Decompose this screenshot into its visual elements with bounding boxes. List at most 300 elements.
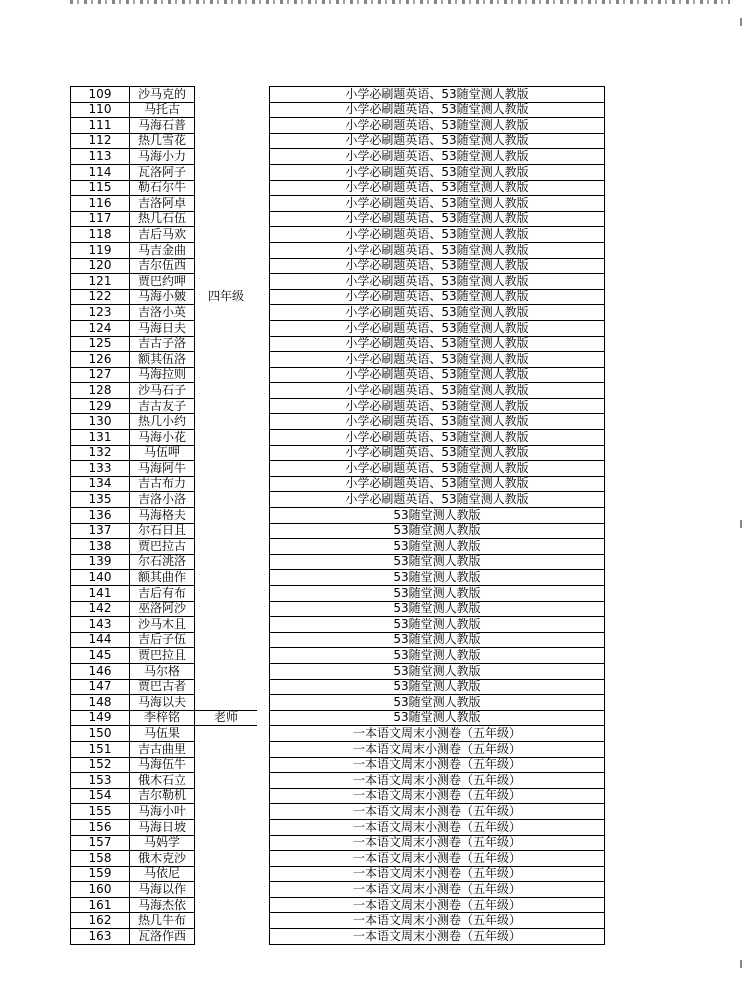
book-title: 53随堂测人教版 bbox=[270, 586, 605, 602]
student-name: 俄木克沙 bbox=[130, 851, 195, 867]
group-cell bbox=[195, 320, 258, 336]
row-number: 137 bbox=[71, 523, 130, 539]
row-number: 135 bbox=[71, 492, 130, 508]
table-row bbox=[71, 383, 605, 399]
table-row bbox=[71, 851, 605, 867]
student-name: 吉古友子 bbox=[130, 398, 195, 414]
student-name: 吉古子洛 bbox=[130, 336, 195, 352]
student-name: 马海日夫 bbox=[130, 320, 195, 336]
spacer-cell bbox=[257, 133, 270, 149]
book-title: 53随堂测人教版 bbox=[270, 601, 605, 617]
book-title: 53随堂测人教版 bbox=[270, 679, 605, 695]
book-title: 小学必刷题英语、53随堂测人教版 bbox=[270, 461, 605, 477]
book-title: 一本语文周末小测卷（五年级） bbox=[270, 851, 605, 867]
row-number: 110 bbox=[71, 102, 130, 118]
student-name: 吉古布力 bbox=[130, 476, 195, 492]
spacer-cell bbox=[257, 118, 270, 134]
row-number: 116 bbox=[71, 196, 130, 212]
spacer-cell bbox=[257, 196, 270, 212]
table-row bbox=[71, 648, 605, 664]
group-cell bbox=[195, 476, 258, 492]
table-row bbox=[71, 508, 605, 524]
book-title: 一本语文周末小测卷（五年级） bbox=[270, 913, 605, 929]
spacer-cell bbox=[257, 586, 270, 602]
spacer-cell bbox=[257, 804, 270, 820]
book-title: 53随堂测人教版 bbox=[270, 539, 605, 555]
row-number: 126 bbox=[71, 352, 130, 368]
table-row bbox=[71, 476, 605, 492]
row-number: 160 bbox=[71, 882, 130, 898]
group-cell bbox=[195, 648, 258, 664]
spacer-cell bbox=[257, 897, 270, 913]
group-cell bbox=[195, 149, 258, 165]
group-cell bbox=[195, 196, 258, 212]
row-number: 125 bbox=[71, 336, 130, 352]
table-row bbox=[71, 632, 605, 648]
student-name: 吉洛小英 bbox=[130, 305, 195, 321]
row-number: 131 bbox=[71, 430, 130, 446]
spacer-cell bbox=[257, 430, 270, 446]
group-cell bbox=[195, 492, 258, 508]
book-title: 一本语文周末小测卷（五年级） bbox=[270, 929, 605, 945]
book-title: 小学必刷题英语、53随堂测人教版 bbox=[270, 336, 605, 352]
row-number: 152 bbox=[71, 757, 130, 773]
book-title: 小学必刷题英语、53随堂测人教版 bbox=[270, 492, 605, 508]
group-cell bbox=[195, 632, 258, 648]
spacer-cell bbox=[257, 492, 270, 508]
group-cell bbox=[195, 835, 258, 851]
table-row bbox=[71, 149, 605, 165]
row-number: 119 bbox=[71, 242, 130, 258]
row-number: 122 bbox=[71, 289, 130, 305]
group-cell bbox=[195, 118, 258, 134]
spacer-cell bbox=[257, 695, 270, 711]
group-cell bbox=[195, 227, 258, 243]
margin-mark bbox=[740, 18, 742, 26]
spacer-cell bbox=[257, 87, 270, 103]
book-title: 小学必刷题英语、53随堂测人教版 bbox=[270, 196, 605, 212]
book-title: 一本语文周末小测卷（五年级） bbox=[270, 835, 605, 851]
table-row bbox=[71, 539, 605, 555]
table-row bbox=[71, 913, 605, 929]
row-number: 113 bbox=[71, 149, 130, 165]
student-name: 吉后子伍 bbox=[130, 632, 195, 648]
table-row bbox=[71, 445, 605, 461]
student-name: 贾巴拉古 bbox=[130, 539, 195, 555]
spacer-cell bbox=[257, 445, 270, 461]
book-title: 小学必刷题英语、53随堂测人教版 bbox=[270, 305, 605, 321]
spacer-cell bbox=[257, 305, 270, 321]
student-name: 马海以作 bbox=[130, 882, 195, 898]
student-name: 瓦洛作西 bbox=[130, 929, 195, 945]
table-row bbox=[71, 196, 605, 212]
group-cell bbox=[195, 336, 258, 352]
group-cell bbox=[195, 102, 258, 118]
group-cell bbox=[195, 367, 258, 383]
book-title: 53随堂测人教版 bbox=[270, 508, 605, 524]
table-row bbox=[71, 305, 605, 321]
scan-edge-artifact bbox=[70, 0, 730, 4]
row-number: 132 bbox=[71, 445, 130, 461]
spacer-cell bbox=[257, 242, 270, 258]
student-name: 吉尔伍西 bbox=[130, 258, 195, 274]
spacer-cell bbox=[257, 663, 270, 679]
table-body bbox=[71, 87, 605, 945]
book-title: 53随堂测人教版 bbox=[270, 663, 605, 679]
spacer-cell bbox=[257, 211, 270, 227]
row-number: 128 bbox=[71, 383, 130, 399]
table-row bbox=[71, 601, 605, 617]
spacer-cell bbox=[257, 336, 270, 352]
book-title: 小学必刷题英语、53随堂测人教版 bbox=[270, 211, 605, 227]
row-number: 148 bbox=[71, 695, 130, 711]
row-number: 136 bbox=[71, 508, 130, 524]
book-title: 小学必刷题英语、53随堂测人教版 bbox=[270, 274, 605, 290]
row-number: 147 bbox=[71, 679, 130, 695]
spacer-cell bbox=[257, 570, 270, 586]
row-number: 121 bbox=[71, 274, 130, 290]
table-row bbox=[71, 586, 605, 602]
book-title: 小学必刷题英语、53随堂测人教版 bbox=[270, 180, 605, 196]
student-name: 俄木石立 bbox=[130, 773, 195, 789]
spacer-cell bbox=[257, 414, 270, 430]
book-title: 小学必刷题英语、53随堂测人教版 bbox=[270, 430, 605, 446]
row-number: 141 bbox=[71, 586, 130, 602]
margin-mark bbox=[740, 960, 742, 968]
book-title: 小学必刷题英语、53随堂测人教版 bbox=[270, 398, 605, 414]
row-number: 157 bbox=[71, 835, 130, 851]
spacer-cell bbox=[257, 679, 270, 695]
spacer-cell bbox=[257, 461, 270, 477]
spacer-cell bbox=[257, 788, 270, 804]
table-row bbox=[71, 773, 605, 789]
student-name: 热几小约 bbox=[130, 414, 195, 430]
student-name: 吉后马欢 bbox=[130, 227, 195, 243]
group-cell bbox=[195, 726, 258, 742]
book-title: 小学必刷题英语、53随堂测人教版 bbox=[270, 445, 605, 461]
row-number: 120 bbox=[71, 258, 130, 274]
book-distribution-table bbox=[70, 86, 605, 945]
table-row bbox=[71, 398, 605, 414]
book-title: 53随堂测人教版 bbox=[270, 554, 605, 570]
spacer-cell bbox=[257, 882, 270, 898]
group-cell bbox=[195, 414, 258, 430]
book-title: 一本语文周末小测卷（五年级） bbox=[270, 882, 605, 898]
student-name: 贾巴古者 bbox=[130, 679, 195, 695]
spacer-cell bbox=[257, 835, 270, 851]
book-title: 小学必刷题英语、53随堂测人教版 bbox=[270, 133, 605, 149]
row-number: 112 bbox=[71, 133, 130, 149]
book-title: 小学必刷题英语、53随堂测人教版 bbox=[270, 227, 605, 243]
group-cell bbox=[195, 430, 258, 446]
book-title: 小学必刷题英语、53随堂测人教版 bbox=[270, 118, 605, 134]
row-number: 162 bbox=[71, 913, 130, 929]
row-number: 154 bbox=[71, 788, 130, 804]
table-row bbox=[71, 414, 605, 430]
row-number: 144 bbox=[71, 632, 130, 648]
table-row bbox=[71, 788, 605, 804]
book-title: 一本语文周末小测卷（五年级） bbox=[270, 726, 605, 742]
student-name: 马海小力 bbox=[130, 149, 195, 165]
spacer-cell bbox=[257, 352, 270, 368]
table-row bbox=[71, 695, 605, 711]
table-row bbox=[71, 835, 605, 851]
book-title: 一本语文周末小测卷（五年级） bbox=[270, 819, 605, 835]
row-number: 109 bbox=[71, 87, 130, 103]
group-cell bbox=[195, 882, 258, 898]
group-cell bbox=[195, 617, 258, 633]
book-title: 小学必刷题英语、53随堂测人教版 bbox=[270, 320, 605, 336]
book-title: 小学必刷题英语、53随堂测人教版 bbox=[270, 102, 605, 118]
table-row bbox=[71, 87, 605, 103]
row-number: 156 bbox=[71, 819, 130, 835]
group-cell bbox=[195, 508, 258, 524]
student-name: 吉洛阿卓 bbox=[130, 196, 195, 212]
row-number: 159 bbox=[71, 866, 130, 882]
spacer-cell bbox=[257, 819, 270, 835]
spacer-cell bbox=[257, 102, 270, 118]
book-title: 一本语文周末小测卷（五年级） bbox=[270, 804, 605, 820]
row-number: 161 bbox=[71, 897, 130, 913]
row-number: 127 bbox=[71, 367, 130, 383]
spacer-cell bbox=[257, 617, 270, 633]
student-name: 沙马木且 bbox=[130, 617, 195, 633]
spacer-cell bbox=[257, 320, 270, 336]
spacer-cell bbox=[257, 523, 270, 539]
row-number: 138 bbox=[71, 539, 130, 555]
table-row bbox=[71, 118, 605, 134]
student-name: 巫洛阿沙 bbox=[130, 601, 195, 617]
row-number: 115 bbox=[71, 180, 130, 196]
table-row bbox=[71, 663, 605, 679]
group-cell bbox=[195, 211, 258, 227]
group-cell bbox=[195, 663, 258, 679]
row-number: 140 bbox=[71, 570, 130, 586]
student-name: 马海格夫 bbox=[130, 508, 195, 524]
book-title: 一本语文周末小测卷（五年级） bbox=[270, 757, 605, 773]
student-name: 马伍呷 bbox=[130, 445, 195, 461]
row-number: 155 bbox=[71, 804, 130, 820]
table-row bbox=[71, 882, 605, 898]
row-number: 114 bbox=[71, 164, 130, 180]
group-cell bbox=[195, 913, 258, 929]
student-name: 吉洛小洛 bbox=[130, 492, 195, 508]
spacer-cell bbox=[257, 632, 270, 648]
student-name: 马海小花 bbox=[130, 430, 195, 446]
spacer-cell bbox=[257, 773, 270, 789]
spacer-cell bbox=[257, 149, 270, 165]
student-name: 马吉金曲 bbox=[130, 242, 195, 258]
student-name: 马海阿牛 bbox=[130, 461, 195, 477]
table-row bbox=[71, 523, 605, 539]
spacer-cell bbox=[257, 726, 270, 742]
row-number: 145 bbox=[71, 648, 130, 664]
group-cell bbox=[195, 804, 258, 820]
spacer-cell bbox=[257, 929, 270, 945]
table-row bbox=[71, 741, 605, 757]
spacer-cell bbox=[257, 741, 270, 757]
spacer-cell bbox=[257, 710, 270, 726]
row-number: 158 bbox=[71, 851, 130, 867]
student-name: 吉古曲里 bbox=[130, 741, 195, 757]
row-number: 150 bbox=[71, 726, 130, 742]
group-cell bbox=[195, 570, 258, 586]
spacer-cell bbox=[257, 476, 270, 492]
table-row bbox=[71, 757, 605, 773]
table-row bbox=[71, 430, 605, 446]
student-name: 马海小叶 bbox=[130, 804, 195, 820]
group-cell bbox=[195, 242, 258, 258]
student-name: 马海拉则 bbox=[130, 367, 195, 383]
spacer-cell bbox=[257, 866, 270, 882]
table-row bbox=[71, 897, 605, 913]
row-number: 153 bbox=[71, 773, 130, 789]
student-name: 马海石普 bbox=[130, 118, 195, 134]
row-number: 151 bbox=[71, 741, 130, 757]
group-cell bbox=[195, 773, 258, 789]
book-title: 小学必刷题英语、53随堂测人教版 bbox=[270, 383, 605, 399]
book-title: 小学必刷题英语、53随堂测人教版 bbox=[270, 476, 605, 492]
table-row bbox=[71, 570, 605, 586]
student-name: 马伍果 bbox=[130, 726, 195, 742]
row-number: 111 bbox=[71, 118, 130, 134]
table-row bbox=[71, 102, 605, 118]
student-name: 马海日坡 bbox=[130, 819, 195, 835]
spacer-cell bbox=[257, 398, 270, 414]
group-label-teacher: 老师 bbox=[195, 710, 258, 726]
spacer-cell bbox=[257, 383, 270, 399]
group-cell bbox=[195, 445, 258, 461]
spacer-cell bbox=[257, 289, 270, 305]
student-name: 额其曲作 bbox=[130, 570, 195, 586]
table-row bbox=[71, 554, 605, 570]
book-title: 一本语文周末小测卷（五年级） bbox=[270, 773, 605, 789]
table-row bbox=[71, 320, 605, 336]
group-label-fourth-grade: 四年级 bbox=[207, 289, 244, 304]
row-number: 118 bbox=[71, 227, 130, 243]
row-number: 117 bbox=[71, 211, 130, 227]
spacer-cell bbox=[257, 539, 270, 555]
book-title: 小学必刷题英语、53随堂测人教版 bbox=[270, 242, 605, 258]
student-name: 马海伍牛 bbox=[130, 757, 195, 773]
student-name: 吉尔勒机 bbox=[130, 788, 195, 804]
spacer-cell bbox=[257, 648, 270, 664]
group-cell bbox=[195, 352, 258, 368]
group-cell bbox=[195, 601, 258, 617]
book-title: 小学必刷题英语、53随堂测人教版 bbox=[270, 289, 605, 305]
group-cell bbox=[195, 788, 258, 804]
table-row bbox=[71, 211, 605, 227]
spacer-cell bbox=[257, 554, 270, 570]
student-name: 热几牛布 bbox=[130, 913, 195, 929]
table-row bbox=[71, 929, 605, 945]
row-number: 123 bbox=[71, 305, 130, 321]
table-row bbox=[71, 133, 605, 149]
group-cell bbox=[195, 133, 258, 149]
row-number: 149 bbox=[71, 710, 130, 726]
book-title: 小学必刷题英语、53随堂测人教版 bbox=[270, 149, 605, 165]
student-name: 马海以夫 bbox=[130, 695, 195, 711]
spacer-cell bbox=[257, 227, 270, 243]
book-title: 小学必刷题英语、53随堂测人教版 bbox=[270, 87, 605, 103]
group-cell bbox=[195, 258, 258, 274]
table-row bbox=[71, 492, 605, 508]
group-cell bbox=[195, 586, 258, 602]
spacer-cell bbox=[257, 258, 270, 274]
book-title: 53随堂测人教版 bbox=[270, 710, 605, 726]
margin-mark bbox=[740, 520, 742, 528]
student-name: 尔石日且 bbox=[130, 523, 195, 539]
table-row bbox=[71, 180, 605, 196]
student-name: 沙马石子 bbox=[130, 383, 195, 399]
student-name: 勒石尔牛 bbox=[130, 180, 195, 196]
table-row bbox=[71, 289, 605, 305]
group-cell bbox=[195, 695, 258, 711]
spacer-cell bbox=[257, 851, 270, 867]
group-cell bbox=[195, 929, 258, 945]
book-title: 小学必刷题英语、53随堂测人教版 bbox=[270, 414, 605, 430]
book-title: 一本语文周末小测卷（五年级） bbox=[270, 788, 605, 804]
spacer-cell bbox=[257, 180, 270, 196]
group-cell bbox=[195, 679, 258, 695]
row-number: 142 bbox=[71, 601, 130, 617]
row-number: 129 bbox=[71, 398, 130, 414]
student-name: 马依尼 bbox=[130, 866, 195, 882]
group-cell bbox=[195, 897, 258, 913]
group-cell bbox=[195, 741, 258, 757]
student-name: 沙马克的 bbox=[130, 87, 195, 103]
table-row bbox=[71, 726, 605, 742]
group-cell bbox=[195, 819, 258, 835]
student-name: 贾巴拉且 bbox=[130, 648, 195, 664]
student-name: 尔石洮洛 bbox=[130, 554, 195, 570]
group-cell bbox=[195, 523, 258, 539]
table-row bbox=[71, 679, 605, 695]
table-row bbox=[71, 461, 605, 477]
student-name: 李梓铭 bbox=[130, 710, 195, 726]
book-title: 53随堂测人教版 bbox=[270, 695, 605, 711]
book-title: 一本语文周末小测卷（五年级） bbox=[270, 897, 605, 913]
book-title: 53随堂测人教版 bbox=[270, 632, 605, 648]
group-cell bbox=[195, 180, 258, 196]
book-title: 小学必刷题英语、53随堂测人教版 bbox=[270, 164, 605, 180]
student-name: 马尔格 bbox=[130, 663, 195, 679]
row-number: 124 bbox=[71, 320, 130, 336]
spacer-cell bbox=[257, 508, 270, 524]
row-number: 143 bbox=[71, 617, 130, 633]
table-row bbox=[71, 710, 605, 726]
table-row bbox=[71, 819, 605, 835]
student-name: 贾巴约呷 bbox=[130, 274, 195, 290]
student-name: 瓦洛阿子 bbox=[130, 164, 195, 180]
book-title: 53随堂测人教版 bbox=[270, 617, 605, 633]
row-number: 163 bbox=[71, 929, 130, 945]
group-cell bbox=[195, 164, 258, 180]
row-number: 146 bbox=[71, 663, 130, 679]
group-cell bbox=[195, 274, 258, 290]
row-number: 133 bbox=[71, 461, 130, 477]
student-name: 额其伍洛 bbox=[130, 352, 195, 368]
table-row bbox=[71, 804, 605, 820]
table-row bbox=[71, 242, 605, 258]
row-number: 139 bbox=[71, 554, 130, 570]
book-title: 53随堂测人教版 bbox=[270, 523, 605, 539]
row-number: 134 bbox=[71, 476, 130, 492]
table-row bbox=[71, 617, 605, 633]
book-title: 小学必刷题英语、53随堂测人教版 bbox=[270, 352, 605, 368]
table-row bbox=[71, 352, 605, 368]
group-cell bbox=[195, 461, 258, 477]
